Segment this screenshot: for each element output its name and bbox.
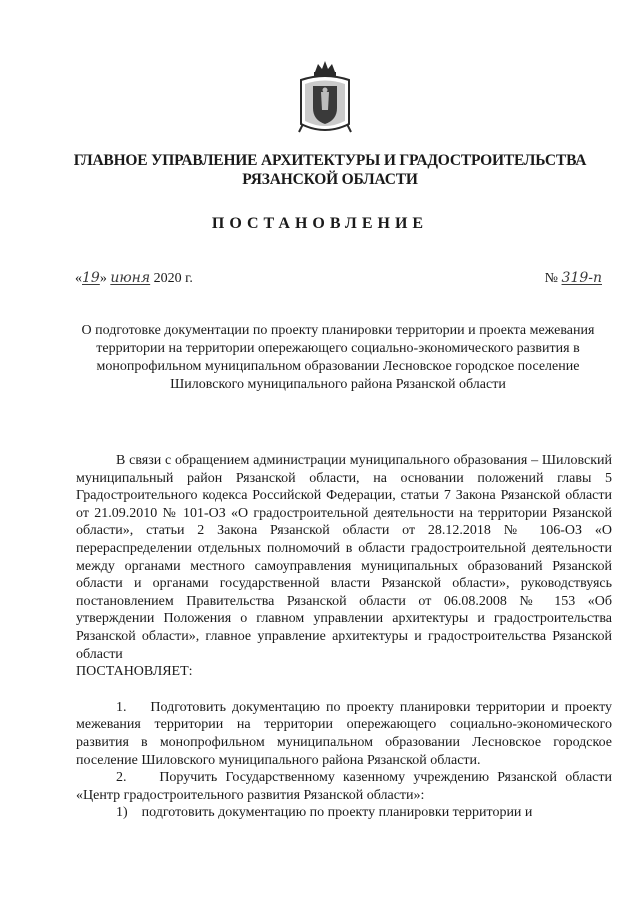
list-item bbox=[76, 699, 612, 769]
document-number bbox=[545, 270, 602, 287]
item-number: 1. bbox=[116, 699, 127, 715]
decree-word: ПОСТАНОВЛЯЕТ: bbox=[76, 664, 193, 680]
list-item bbox=[76, 769, 612, 804]
list-item bbox=[76, 804, 612, 822]
date-month: июня bbox=[110, 270, 151, 286]
date-year: 2020 г. bbox=[153, 271, 193, 286]
item-text: Подготовить документацию по проекту планировки территории и проекту межевания территории на территории опережающего социально-экономического развития в монопрофильном муниципальном образовании Лесновское городское поселение Шиловского муниципального района Рязанской области. bbox=[76, 699, 613, 768]
agency-name-line1: ГЛАВНОЕ УПРАВЛЕНИЕ АРХИТЕКТУРЫ И ГРАДОСТРОИТЕЛЬСТВА bbox=[73, 152, 587, 169]
number-label: № bbox=[544, 271, 559, 286]
item-text: Поручить Государственному казенному учреждению Рязанской области «Центр градостроительного развития Рязанской области»: bbox=[76, 770, 612, 803]
document-body bbox=[76, 452, 612, 822]
document-type-title: ПОСТАНОВЛЕНИЕ bbox=[211, 215, 429, 232]
preamble-paragraph: В связи с обращением администрации муниципального образования – Шиловский муниципальный район Рязанской области, на основании положений главы 5 Градостроительного кодекса Российской Федерации, статьи 7 Закона Рязанской области от 21.09.2010 № 101-ОЗ «О градостроительной деятельности на территории Рязанской области», статьи 2 Закона Рязанской области от 28.12.2018 № 106-ОЗ «О перераспределении отдельных полномочий в области градостроительной деятельности между органами местного самоуправления муниципальных образований Рязанской области и органами государственной власти Рязанской области», руководствуясь постановлением Правительства Рязанской области от 06.08.2008 № 153 «Об утверждении Положения о главном управлении архитектуры и градостроительства Рязанской области», главное управление архитектуры и градостроительства Рязанской области bbox=[76, 453, 612, 662]
date-quote-close: » bbox=[99, 271, 107, 286]
item-number: 2. bbox=[116, 770, 127, 786]
item-number: 1) bbox=[116, 805, 128, 821]
coat-of-arms-icon bbox=[297, 58, 353, 138]
agency-name-line2: РЯЗАНСКОЙ ОБЛАСТИ bbox=[242, 171, 418, 188]
item-text: подготовить документацию по проекту планировки территории и bbox=[141, 805, 533, 821]
number-value: 319-п bbox=[561, 270, 602, 286]
date-quote-open: « bbox=[75, 271, 82, 286]
date-day: 19 bbox=[82, 270, 100, 286]
document-date bbox=[75, 270, 193, 287]
document-subject: О подготовке документации по проекту планировки территории и проекта межевания территории на территории опережающего социально-экономического развития в монопрофильном муниципальном образовании Лесновское городское поселение Шиловского муниципального района Рязанской области bbox=[81, 323, 595, 392]
